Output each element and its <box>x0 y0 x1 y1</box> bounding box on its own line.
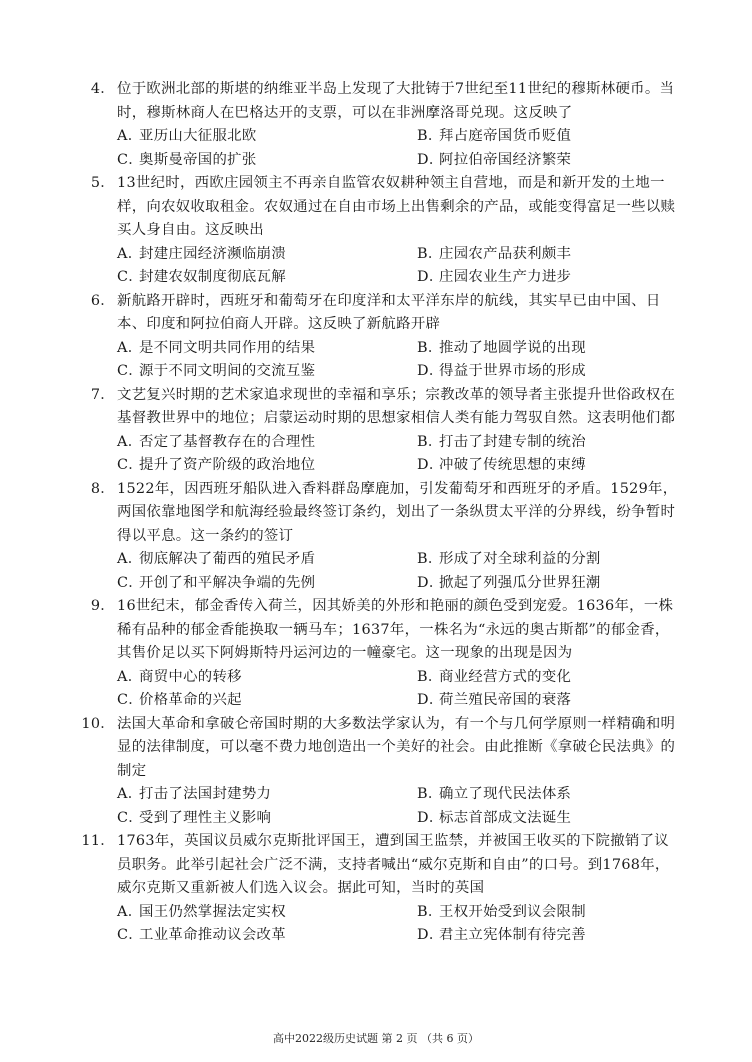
question-text: 1763年，英国议员威尔克斯批评国王，遭到国王监禁，并被国王收买的下院撤销了议员职务。此举引起社会广泛不满，支持者喊出“威尔克斯和自由”的口号。到1768年，威尔克斯又重新被人们选入议会。据此可知，当时的英国 <box>117 833 670 896</box>
option-letter: A． <box>117 339 143 356</box>
option-letter: B． <box>417 903 443 920</box>
option-a <box>117 901 417 925</box>
question-stem <box>78 478 678 549</box>
option-d <box>417 689 717 713</box>
question-number: 4． <box>90 81 115 97</box>
option-list <box>78 783 678 830</box>
question-stem <box>78 290 678 337</box>
option-letter: C． <box>117 363 144 379</box>
option-letter: A． <box>117 551 143 567</box>
option-a <box>117 125 417 149</box>
question-stem <box>78 172 678 243</box>
option-text: 否定了基督教存在的合理性 <box>139 433 316 450</box>
question-stem <box>78 384 678 431</box>
option-text: 荷兰殖民帝国的衰落 <box>439 692 572 708</box>
option-letter: C． <box>117 692 144 708</box>
option-text: 确立了现代民法体系 <box>439 786 572 802</box>
question-number: 11． <box>81 833 115 849</box>
option-text: 奥斯曼帝国的扩张 <box>139 151 257 168</box>
option-text: 冲破了传统思想的束缚 <box>439 457 586 473</box>
option-list <box>78 243 678 290</box>
option-text: 封建农奴制度彻底瓦解 <box>139 269 286 285</box>
option-letter: C． <box>117 151 144 168</box>
question-text: 16世纪末，郁金香传入荷兰，因其娇美的外形和艳丽的颜色受到宠爱。1636年，一株稀有品种的郁金香能换取一辆马车；1637年，一株名为“永远的奥古斯都”的郁金香，其售价足以买下阿姆斯特丹运河边的一幢豪宅。这一现象的出现是因为 <box>117 598 674 661</box>
option-text: 受到了理性主义影响 <box>139 809 272 826</box>
option-a <box>117 243 417 267</box>
option-letter: B． <box>417 668 443 685</box>
option-text: 推动了地圆学说的出现 <box>439 339 586 356</box>
option-list <box>78 548 678 595</box>
option-text: 价格革命的兴起 <box>139 692 242 708</box>
option-text: 得益于世界市场的形成 <box>439 363 586 379</box>
option-letter: C． <box>117 927 144 943</box>
question-stem <box>78 830 678 901</box>
option-letter: A． <box>117 245 143 262</box>
option-text: 商贸中心的转移 <box>139 668 242 685</box>
option-text: 封建庄园经济濒临崩溃 <box>139 245 286 262</box>
option-text: 商业经营方式的变化 <box>439 668 572 685</box>
option-text: 君主立宪体制有待完善 <box>439 927 586 943</box>
option-text: 亚历山大征服北欧 <box>139 128 257 144</box>
option-letter: C． <box>117 269 144 285</box>
question-6 <box>78 290 678 384</box>
option-list <box>78 337 678 384</box>
option-list <box>78 431 678 478</box>
question-stem <box>78 713 678 784</box>
option-letter: C． <box>117 574 144 591</box>
option-a <box>117 666 417 690</box>
question-list <box>78 78 678 948</box>
option-b <box>417 125 717 149</box>
question-stem <box>78 595 678 666</box>
option-list <box>78 125 678 172</box>
option-d <box>417 454 717 478</box>
option-d <box>417 266 717 290</box>
option-text: 源于不同文明间的交流互鉴 <box>139 363 316 379</box>
option-d <box>417 924 717 948</box>
option-letter: D． <box>417 151 444 168</box>
question-number: 9． <box>90 598 115 614</box>
question-11 <box>78 830 678 948</box>
option-letter: D． <box>417 692 444 708</box>
option-c <box>117 572 417 596</box>
option-letter: A． <box>117 903 143 920</box>
question-8 <box>78 478 678 596</box>
question-text: 文艺复兴时期的艺术家追求现世的幸福和享乐；宗教改革的领导者主张提升世俗政权在基督教世界中的地位；启蒙运动时期的思想家相信人类有能力驾驭自然。这表明他们都 <box>117 386 676 426</box>
option-d <box>417 360 717 384</box>
option-letter: B． <box>417 433 443 450</box>
option-d <box>417 149 717 173</box>
option-letter: D． <box>417 574 444 591</box>
option-text: 是不同文明共同作用的结果 <box>139 339 316 356</box>
option-letter: A． <box>117 128 143 144</box>
option-text: 拜占庭帝国货币贬值 <box>439 128 572 144</box>
question-number: 5． <box>90 175 115 191</box>
page-footer: 高中2022级历史试题 第 2 页 （共 6 页） <box>273 1032 479 1045</box>
question-10 <box>78 713 678 831</box>
question-text: 新航路开辟时，西班牙和葡萄牙在印度洋和太平洋东岸的航线，其实早已由中国、日本、印度和阿拉伯商人开辟。这反映了新航路开辟 <box>117 292 661 332</box>
option-text: 掀起了列强瓜分世界狂潮 <box>439 574 601 591</box>
option-text: 庄园农产品获利颇丰 <box>439 245 572 262</box>
question-text: 位于欧洲北部的斯堪的纳维亚半岛上发现了大批铸于7世纪至11世纪的穆斯林硬币。当时，穆斯林商人在巴格达开的支票，可以在非洲摩洛哥兑现。这反映了 <box>117 81 675 121</box>
option-letter: B． <box>417 128 443 144</box>
question-text: 13世纪时，西欧庄园领主不再亲自监管农奴耕种领主自营地，而是和新开发的土地一样，向农奴收取租金。农奴通过在自由市场上出售剩余的产品，或能变得富足一些以赎买人身自由。这反映出 <box>117 175 676 238</box>
option-text: 打击了法国封建势力 <box>139 786 272 802</box>
question-number: 7． <box>90 386 115 403</box>
question-7 <box>78 384 678 478</box>
question-text: 1522年，因西班牙船队进入香料群岛摩鹿加，引发葡萄牙和西班牙的矛盾。1529年，两国依靠地图学和航海经验最终签订条约，划出了一条纵贯太平洋的分界线，纷争暂时得以平息。这一条约的签订 <box>117 480 678 544</box>
option-text: 开创了和平解决争端的先例 <box>139 574 316 591</box>
option-c <box>117 807 417 831</box>
option-a <box>117 548 417 572</box>
option-letter: A． <box>117 786 143 802</box>
option-text: 工业革命推动议会改革 <box>139 927 286 943</box>
option-c <box>117 266 417 290</box>
option-list <box>78 901 678 948</box>
option-letter: D． <box>417 457 444 473</box>
option-c <box>117 924 417 948</box>
question-number: 10． <box>81 715 115 732</box>
option-letter: D． <box>417 363 444 379</box>
question-number: 8． <box>90 480 115 497</box>
option-text: 形成了对全球利益的分割 <box>439 551 601 567</box>
question-4 <box>78 78 678 172</box>
option-text: 彻底解决了葡西的殖民矛盾 <box>139 551 316 567</box>
option-letter: C． <box>117 457 144 473</box>
option-b <box>417 243 717 267</box>
option-c <box>117 149 417 173</box>
option-a <box>117 337 417 361</box>
option-a <box>117 783 417 807</box>
option-text: 打击了封建专制的统治 <box>439 433 586 450</box>
option-letter: C． <box>117 809 144 826</box>
option-b <box>417 548 717 572</box>
option-letter: A． <box>117 668 143 685</box>
option-letter: A． <box>117 433 143 450</box>
option-text: 王权开始受到议会限制 <box>439 903 586 920</box>
option-b <box>417 666 717 690</box>
question-text: 法国大革命和拿破仑帝国时期的大多数法学家认为，有一个与几何学原则一样精确和明显的法律制度，可以毫不费力地创造出一个美好的社会。由此推断《拿破仑民法典》的制定 <box>117 715 676 779</box>
option-letter: D． <box>417 927 444 943</box>
option-b <box>417 901 717 925</box>
option-c <box>117 454 417 478</box>
option-letter: D． <box>417 269 444 285</box>
option-b <box>417 431 717 455</box>
option-text: 提升了资产阶级的政治地位 <box>139 457 316 473</box>
question-9 <box>78 595 678 713</box>
option-letter: D． <box>417 809 444 826</box>
option-d <box>417 572 717 596</box>
option-text: 庄园农业生产力进步 <box>439 269 572 285</box>
option-c <box>117 689 417 713</box>
option-letter: B． <box>417 339 443 356</box>
option-text: 阿拉伯帝国经济繁荣 <box>439 151 572 168</box>
option-a <box>117 431 417 455</box>
option-text: 国王仍然掌握法定实权 <box>139 903 286 920</box>
question-number: 6． <box>90 292 115 309</box>
question-stem <box>78 78 678 125</box>
option-letter: B． <box>417 551 443 567</box>
option-d <box>417 807 717 831</box>
option-letter: B． <box>417 245 443 262</box>
option-list <box>78 666 678 713</box>
question-5 <box>78 172 678 290</box>
option-c <box>117 360 417 384</box>
option-b <box>417 337 717 361</box>
option-text: 标志首部成文法诞生 <box>439 809 572 826</box>
option-b <box>417 783 717 807</box>
option-letter: B． <box>417 786 443 802</box>
